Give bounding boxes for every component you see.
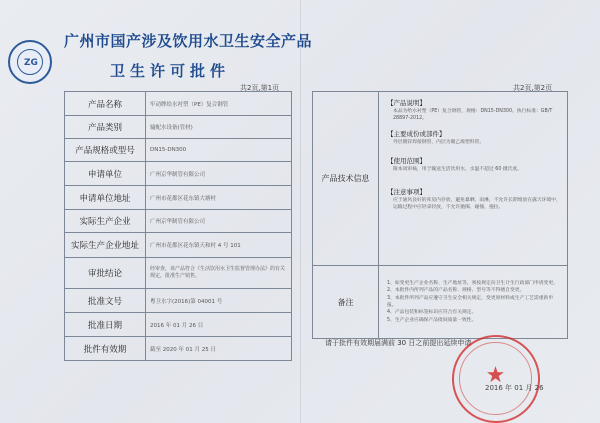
table-row xyxy=(65,233,292,258)
table-row xyxy=(65,92,292,116)
label-manufacturer: 实际生产企业 xyxy=(65,210,146,233)
remark-item: 1、如变更生产企业名称、生产地址等，须按规定向卫生计生行政部门申请变更。 xyxy=(387,280,558,286)
health-commission-emblem-icon xyxy=(8,40,52,84)
table-row xyxy=(65,313,292,337)
label-approval-date: 批准日期 xyxy=(65,313,146,337)
label-technical-info: 产品技术信息 xyxy=(313,92,379,266)
remarks-content xyxy=(379,266,568,339)
table-row xyxy=(313,266,568,339)
value-manufacturer-address: 广州市花都区花东镇天和村 4 号 101 xyxy=(146,233,292,258)
value-manufacturer: 广州京华制管有限公司 xyxy=(146,210,292,233)
table-row xyxy=(65,186,292,210)
value-product-name: 牢动牌给水衬塑（PE）复合钢管 xyxy=(146,92,292,116)
technical-info-table xyxy=(312,91,568,339)
remark-item: 4、产品包装和标签标识应符合有关规定。 xyxy=(387,310,477,316)
technical-info-content xyxy=(379,92,568,266)
value-validity: 截至 2020 年 01 月 25 日 xyxy=(146,337,292,361)
table-row xyxy=(65,258,292,289)
remark-item: 3、本批件所列产品应遵守卫生安全相关规定，变更原材料或生产工艺需重新申报。 xyxy=(387,295,554,308)
table-row xyxy=(65,139,292,162)
label-product-category: 产品类别 xyxy=(65,116,146,139)
section-head-description: 【产品说明】 xyxy=(387,99,426,107)
table-row xyxy=(65,116,292,139)
official-red-stamp-icon xyxy=(452,335,540,423)
section-body-precautions: 应于通风良好的库房内存放，避免暴晒、雨淋，不允许长期堆放在露天环境中，运输过程中应轻拿轻放，不允许抛掷、碰撞、拖拉。 xyxy=(393,197,561,210)
license-info-table xyxy=(64,91,292,361)
label-manufacturer-address: 实际生产企业地址 xyxy=(65,233,146,258)
section-head-components: 【主要成份或部件】 xyxy=(387,130,446,139)
remarks-list xyxy=(379,276,567,329)
emblem-glyph: ZG xyxy=(24,58,38,68)
label-applicant: 申请单位 xyxy=(65,162,146,186)
label-approval-number: 批准文号 xyxy=(65,289,146,313)
table-row xyxy=(65,162,292,186)
fold-line xyxy=(300,0,301,423)
value-approval-date: 2016 年 01 月 26 日 xyxy=(146,313,292,337)
section-head-usage: 【使用范围】 xyxy=(387,156,426,165)
value-product-spec: DN15-DN300 xyxy=(146,139,292,162)
value-applicant: 广州京华制管有限公司 xyxy=(146,162,292,186)
value-product-category: 输配水设备(管材) xyxy=(146,116,292,139)
page-number-right: 共2页,第2页 xyxy=(513,84,553,92)
stamp-date: 2016 年 01 月 26 xyxy=(485,384,544,392)
page-number-left: 共2页,第1页 xyxy=(240,84,280,92)
section-body-usage: 限本项审核，用于输送生活饮用水，水温不超过 60 摄氏度。 xyxy=(393,166,523,172)
star-icon: ★ xyxy=(485,363,506,388)
document-title-line2: 卫生许可批件 xyxy=(110,62,231,80)
value-approval-number: 粤卫水字(2016)第 04001 号 xyxy=(146,289,292,313)
label-remarks: 备注 xyxy=(313,266,379,339)
section-body-description: 本品为给水衬塑（PE）复合钢管，规格：DN15-DN300。执行标准：GB/T 28897-2012。 xyxy=(393,109,553,122)
label-validity: 批件有效期 xyxy=(65,337,146,361)
remark-item: 2、本批件内所列产品的产品名称、规格、型号等不得擅自变更。 xyxy=(387,288,525,294)
value-applicant-address: 广州市花都区花东镇大塘村 xyxy=(146,186,292,210)
document-title-line1: 广州市国产涉及饮用水卫生安全产品 xyxy=(64,32,313,50)
value-conclusion: 经审查，该产品符合《生活饮用水卫生监督管理办法》的有关规定，批准生产销售。 xyxy=(146,258,292,289)
section-body-components: 外层镀锌焊接钢管，内层为聚乙烯塑料管。 xyxy=(393,140,485,146)
table-row xyxy=(65,337,292,361)
section-head-precautions: 【注意事项】 xyxy=(387,187,426,196)
label-conclusion: 审批结论 xyxy=(65,258,146,289)
label-applicant-address: 申请单位地址 xyxy=(65,186,146,210)
remark-item: 5、生产企业应确保产品批间质量一致性。 xyxy=(387,317,477,323)
label-product-spec: 产品规格或型号 xyxy=(65,139,146,162)
table-row xyxy=(65,210,292,233)
table-row xyxy=(65,289,292,313)
table-row xyxy=(313,92,568,266)
label-product-name: 产品名称 xyxy=(65,92,146,116)
renewal-notice: 请于批件有效期届满前 30 日之前提出延续申请 xyxy=(325,339,472,347)
